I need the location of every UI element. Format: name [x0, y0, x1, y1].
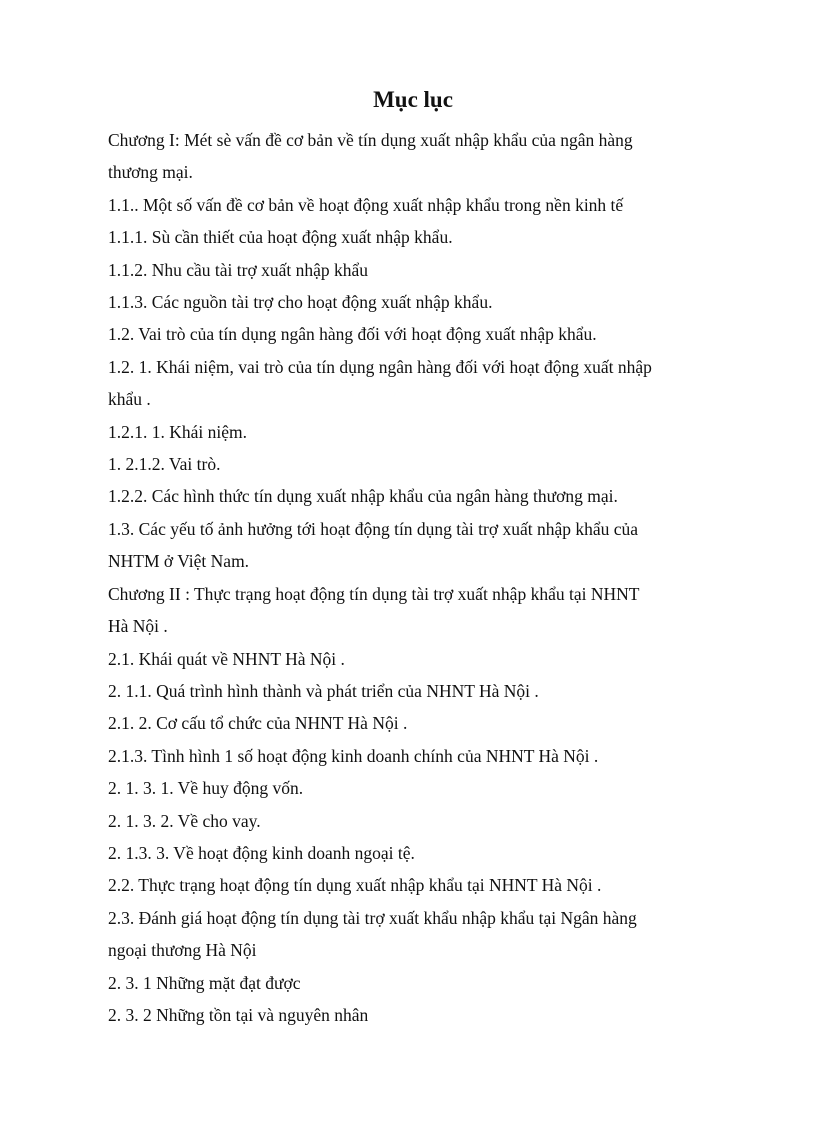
- toc-line: thương mại.: [108, 162, 193, 183]
- toc-line: Chương I: Mét sè vấn đề cơ bản về tín dụng xuất nhập khẩu của ngân hàng: [108, 130, 633, 150]
- toc-line: 1.2.2. Các hình thức tín dụng xuất nhập khẩu của ngân hàng thương mại.: [108, 486, 618, 507]
- toc-line: 1.2.1. 1. Khái niệm.: [108, 421, 248, 442]
- page-title: Mục lục: [373, 87, 453, 112]
- toc-line: 2. 1.3. 3. Về hoạt động kinh doanh ngoại tệ.: [108, 842, 415, 863]
- toc-line: 2.2. Thực trạng hoạt động tín dụng xuất nhập khẩu tại NHNT Hà Nội .: [108, 875, 602, 896]
- toc-line: 2. 1.1. Quá trình hình thành và phát triển của NHNT Hà Nội .: [108, 680, 539, 701]
- toc-line: 1.3. Các yếu tố ảnh hưởng tới hoạt động tín dụng tài trợ xuất nhập khẩu của: [108, 518, 639, 539]
- toc-line: 2. 3. 2 Những tồn tại và nguyên nhân: [108, 1004, 369, 1025]
- toc-line: khẩu .: [108, 389, 151, 410]
- table-of-contents: [108, 124, 708, 1031]
- toc-line: 1.2. Vai trò của tín dụng ngân hàng đối với hoạt động xuất nhập khẩu.: [108, 324, 597, 345]
- toc-line: 2.1. 2. Cơ cấu tổ chức của NHNT Hà Nội .: [108, 713, 408, 734]
- toc-line: 1.2. 1. Khái niệm, vai trò của tín dụng ngân hàng đối với hoạt động xuất nhập: [108, 356, 652, 377]
- toc-line: 1.1.1. Sù cần thiết của hoạt động xuất nhập khẩu.: [108, 227, 453, 248]
- toc-line: 2.1. Khái quát về NHNT Hà Nội .: [108, 648, 345, 669]
- toc-line: Chương II : Thực trạng hoạt động tín dụng tài trợ xuất nhập khẩu tại NHNT: [108, 583, 640, 604]
- toc-line: 2.3. Đánh giá hoạt động tín dụng tài trợ xuất khẩu nhập khẩu tại Ngân hàng: [108, 907, 637, 928]
- toc-line: 1.1.. Một số vấn đề cơ bản về hoạt động xuất nhập khẩu trong nền kinh tế: [108, 194, 624, 215]
- toc-line: NHTM ở Việt Nam.: [108, 551, 250, 572]
- toc-line: ngoại thương Hà Nội: [108, 940, 257, 961]
- toc-line: 2. 1. 3. 2. Về cho vay.: [108, 810, 261, 831]
- toc-line: 2. 3. 1 Những mặt đạt được: [108, 972, 301, 993]
- toc-line: 2.1.3. Tình hình 1 số hoạt động kinh doanh chính của NHNT Hà Nội .: [108, 745, 599, 766]
- toc-line: Hà Nội .: [108, 616, 168, 637]
- toc-line: 1. 2.1.2. Vai trò.: [108, 454, 221, 475]
- toc-line: 1.1.2. Nhu cầu tài trợ xuất nhập khẩu: [108, 259, 369, 280]
- toc-line: 2. 1. 3. 1. Về huy động vốn.: [108, 778, 304, 799]
- toc-line: 1.1.3. Các nguồn tài trợ cho hoạt động xuất nhập khẩu.: [108, 292, 493, 313]
